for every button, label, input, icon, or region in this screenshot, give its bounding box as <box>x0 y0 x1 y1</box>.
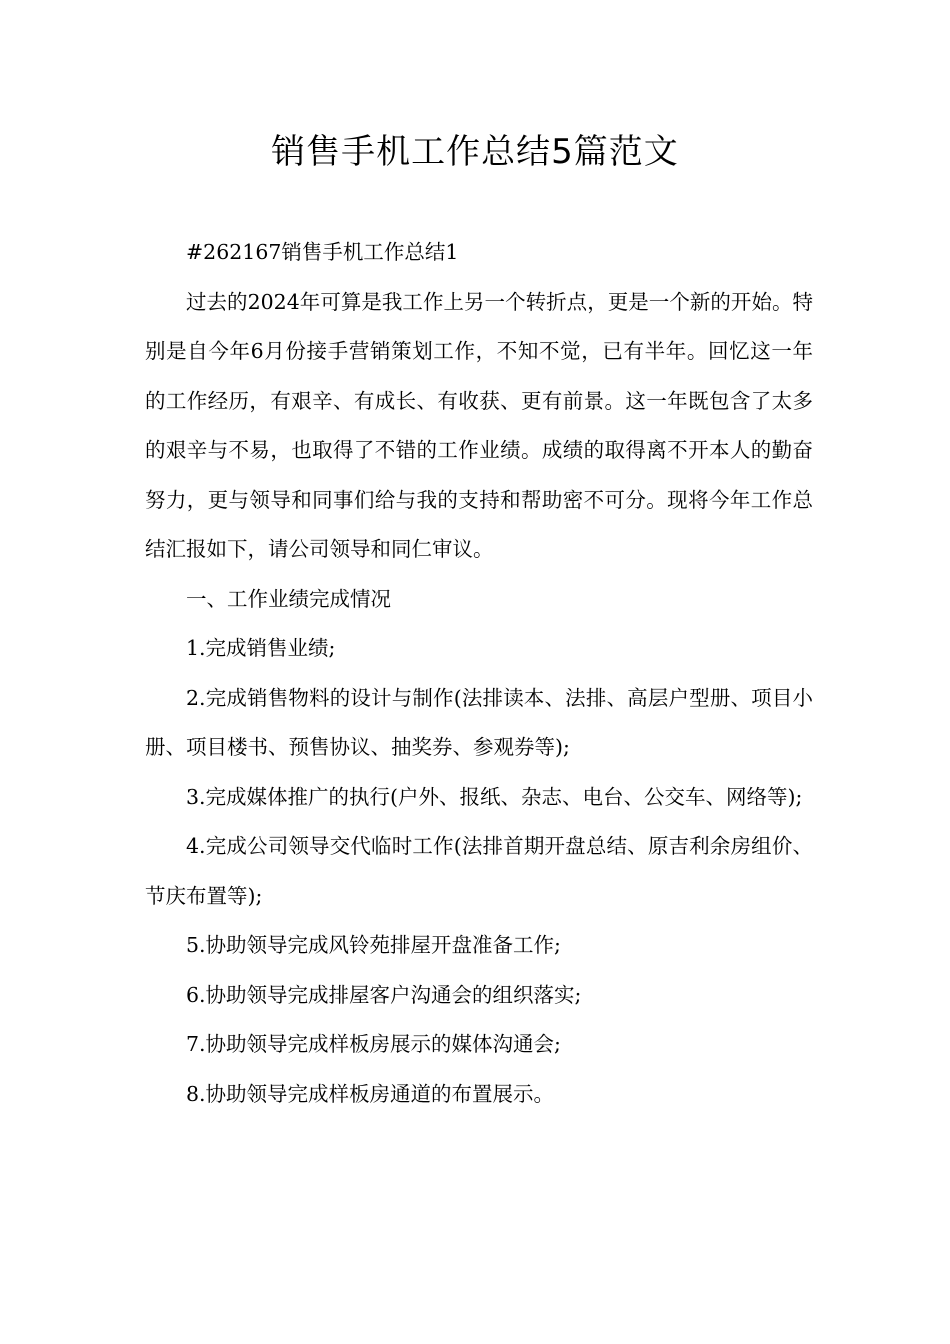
subsection-heading: 一、工作业绩完成情况 <box>186 586 391 611</box>
list-item: 5.协助领导完成风铃苑排屋开盘准备工作; <box>186 933 561 957</box>
section-heading: #262167销售手机工作总结1 <box>186 240 459 264</box>
list-item: 1.完成销售业绩; <box>186 636 336 660</box>
list-item: 8.协助领导完成样板房通道的布置展示。 <box>186 1081 555 1106</box>
list-item: 2.完成销售物料的设计与制作(法排读本、法排、高层户型册、项目小册、项目楼书、预售协议、抽奖券、参观券等); <box>145 685 813 759</box>
intro-paragraph: 过去的2024年可算是我工作上另一个转折点，更是一个新的开始。特别是自今年6月份接手营销策划工作，不知不觉，已有半年。回忆这一年的工作经历，有艰辛、有成长、有收获、更有前景。这一年既包含了太多的艰辛与不易，也取得了不错的工作业绩。成绩的取得离不开本人的勤奋努力，更与领导和同事们给与我的支持和帮助密不可分。现将今年工作总结汇报如下，请公司领导和同仁审议。 <box>145 289 813 561</box>
list-item: 3.完成媒体推广的执行(户外、报纸、杂志、电台、公交车、网络等); <box>186 784 803 809</box>
document-title: 销售手机工作总结5篇范文 <box>271 132 679 172</box>
list-item: 6.协助领导完成排屋客户沟通会的组织落实; <box>186 982 582 1007</box>
list-item: 4.完成公司领导交代临时工作(法排首期开盘总结、原吉利余房组价、节庆布置等); <box>145 834 813 908</box>
document-body <box>145 228 813 1119</box>
list-item: 7.协助领导完成样板房展示的媒体沟通会; <box>186 1032 561 1056</box>
